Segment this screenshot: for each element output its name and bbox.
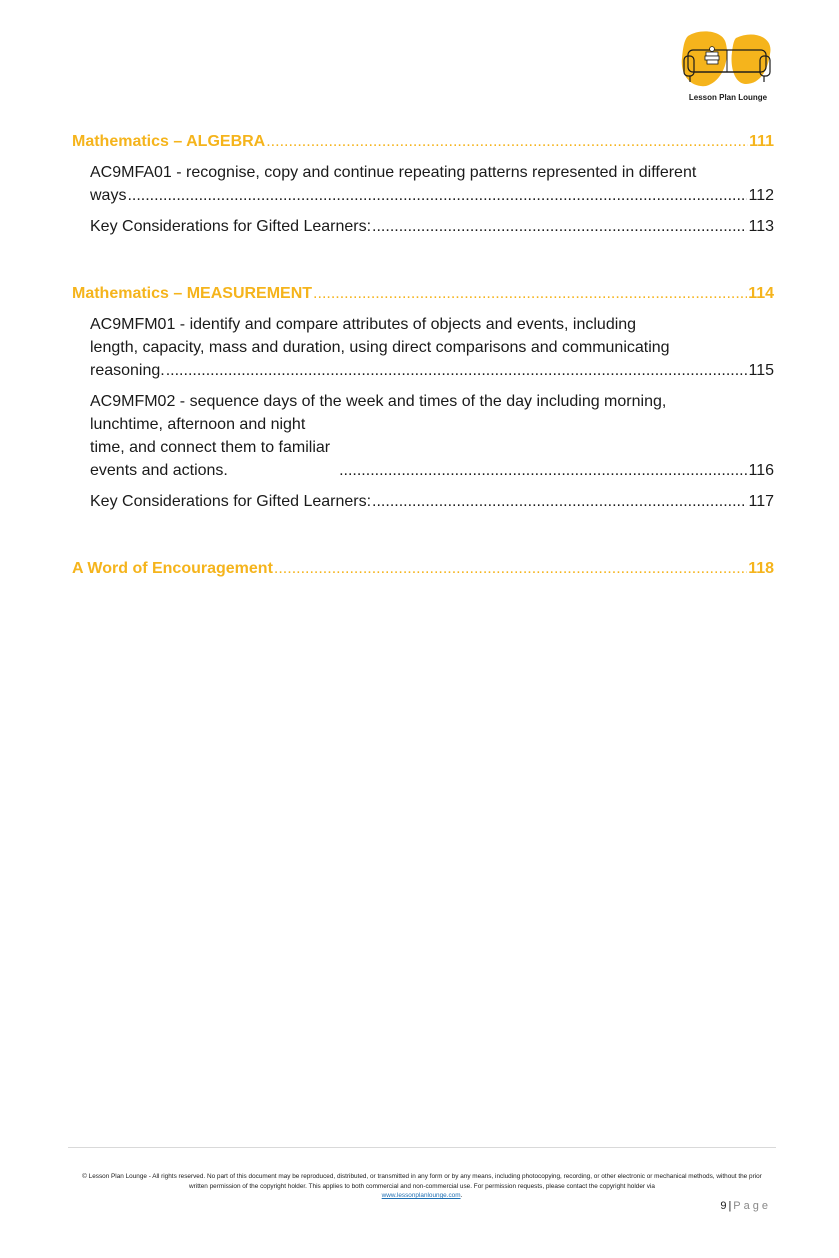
toc-item-line: length, capacity, mass and duration, using direct comparisons and communicating — [90, 339, 670, 356]
footer-divider — [68, 1147, 776, 1148]
copyright-text: © Lesson Plan Lounge - All rights reserved. No part of this document may be reproduced, distributed, or transmitted in any form or by any means, including photocopying, recording, or other electronic or mechanical methods, without the prior written permission of the copyright holder. This applies to both commercial and non-commercial use. For permission requests, please contact the copyright holder via — [82, 1173, 762, 1190]
footer-notice — [72, 1172, 772, 1201]
toc-item-line: lunchtime, afternoon and night time, and connect them to familiar events and actions. — [90, 416, 331, 479]
dot-leader — [127, 184, 747, 207]
toc-heading-encouragement[interactable] — [72, 557, 774, 580]
toc-item-line: AC9MFM01 - identify and compare attributes of objects and events, including — [90, 316, 637, 333]
toc-item-line: ways — [90, 187, 127, 204]
dot-leader — [313, 282, 747, 305]
toc-page-number: 113 — [748, 218, 774, 235]
page-number-value: 9 — [720, 1200, 727, 1212]
toc-heading-title: Mathematics – MEASUREMENT — [72, 285, 313, 302]
sofa-logo-icon — [680, 30, 776, 92]
table-of-contents — [72, 130, 774, 580]
toc-page-number: 115 — [748, 362, 774, 379]
toc-item-ac9mfm02[interactable] — [72, 390, 774, 482]
link-suffix: . — [460, 1192, 463, 1199]
toc-heading-algebra[interactable] — [72, 130, 774, 153]
toc-page-number: 114 — [748, 285, 774, 302]
toc-item-line: AC9MFM02 - sequence days of the week and times of the day including morning, — [90, 393, 667, 410]
dot-leader — [266, 130, 748, 153]
toc-item-title: Key Considerations for Gifted Learners: — [90, 218, 372, 235]
toc-item-line: AC9MFA01 - recognise, copy and continue repeating patterns represented in different — [90, 164, 697, 181]
logo-text: Lesson Plan Lounge — [688, 93, 768, 102]
dot-leader — [274, 557, 747, 580]
logo — [680, 30, 776, 104]
dot-leader — [372, 490, 747, 513]
page-separator: | — [728, 1200, 732, 1212]
toc-page-number: 111 — [749, 133, 774, 150]
dot-leader — [339, 459, 747, 482]
dot-leader — [166, 359, 748, 382]
toc-page-number: 116 — [748, 462, 774, 479]
toc-item-line: reasoning. — [90, 362, 165, 379]
toc-item-ac9mfa01[interactable] — [72, 161, 774, 207]
page-label: Page — [733, 1200, 771, 1212]
toc-heading-title: Mathematics – ALGEBRA — [72, 133, 266, 150]
dot-leader — [372, 215, 747, 238]
toc-page-number: 112 — [748, 187, 774, 204]
toc-item-ac9mfm01[interactable] — [72, 313, 774, 382]
toc-page-number: 118 — [748, 560, 774, 577]
page-number — [720, 1200, 771, 1212]
website-link[interactable]: www.lessonplanlounge.com — [381, 1192, 461, 1199]
toc-heading-title: A Word of Encouragement — [72, 560, 273, 577]
toc-item-gifted-algebra[interactable] — [72, 215, 774, 238]
toc-page-number: 117 — [748, 493, 774, 510]
toc-heading-measurement[interactable] — [72, 282, 774, 305]
toc-item-title: Key Considerations for Gifted Learners: — [90, 493, 372, 510]
toc-item-gifted-measurement[interactable] — [72, 490, 774, 513]
